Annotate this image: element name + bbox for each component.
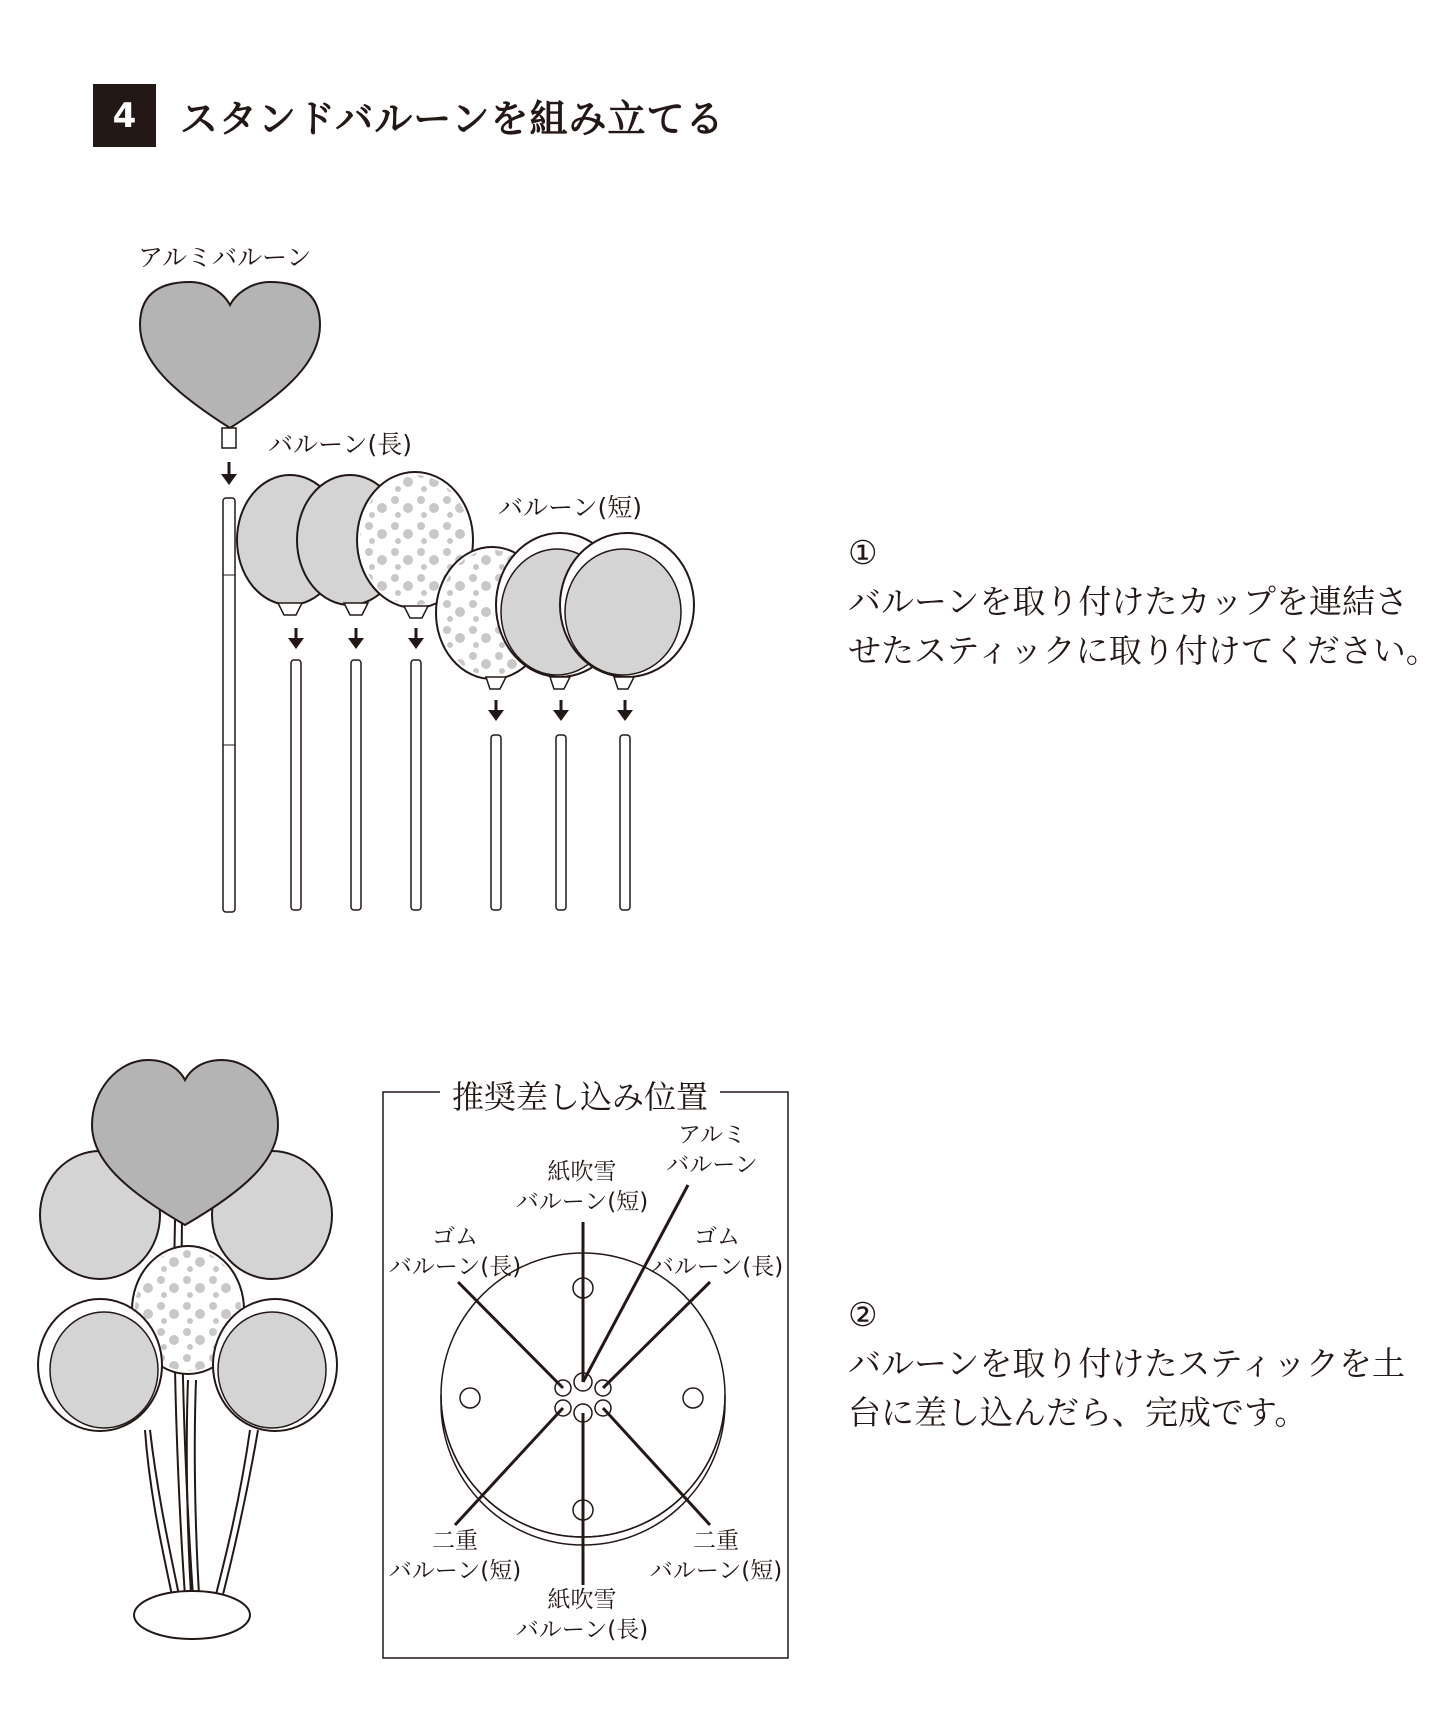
pos-label-double-short-left: 二重 バルーン(短)	[388, 1528, 522, 1584]
aluminum-heart-balloon	[140, 282, 320, 428]
step-number-badge: 4	[93, 84, 156, 147]
instruction-2	[848, 1290, 1405, 1437]
label-aluminum-balloon: アルミバルーン	[138, 243, 312, 272]
stick-long	[223, 498, 235, 912]
pos-label-double-short-right: 二重 バルーン(短)	[649, 1528, 783, 1584]
short-double-balloon-2	[560, 533, 694, 910]
arrow-down-icon	[221, 462, 237, 485]
label-long-balloon: バルーン(長)	[268, 430, 413, 459]
instruction-1-line-2: せたスティックに取り付けてください。	[848, 631, 1439, 670]
pos-label-rubber-long-left: ゴム バルーン(長)	[388, 1224, 522, 1280]
pos-label-rubber-long-right: ゴム バルーン(長)	[650, 1224, 784, 1280]
instruction-1-number: ①	[848, 533, 878, 572]
label-short-balloon: バルーン(短)	[498, 493, 643, 522]
instruction-2-line-1: バルーンを取り付けたスティックを土	[848, 1344, 1406, 1383]
instruction-1	[848, 528, 1439, 675]
completed-stand-illustration	[38, 1060, 337, 1639]
pos-label-confetti-short: 紙吹雪 バルーン(短)	[515, 1159, 649, 1215]
instruction-2-line-2: 台に差し込んだら、完成です。	[848, 1393, 1308, 1432]
instruction-2-number: ②	[848, 1295, 878, 1334]
pos-label-confetti-long: 紙吹雪 バルーン(長)	[515, 1587, 649, 1643]
page-title: スタンドバルーンを組み立てる	[180, 97, 725, 141]
long-confetti-balloon	[357, 472, 473, 910]
position-diagram-title: 推奨差し込み位置	[440, 1072, 720, 1118]
pos-label-aluminum: アルミ バルーン	[666, 1122, 758, 1178]
instruction-1-line-1: バルーンを取り付けたカップを連結さ	[848, 582, 1409, 621]
